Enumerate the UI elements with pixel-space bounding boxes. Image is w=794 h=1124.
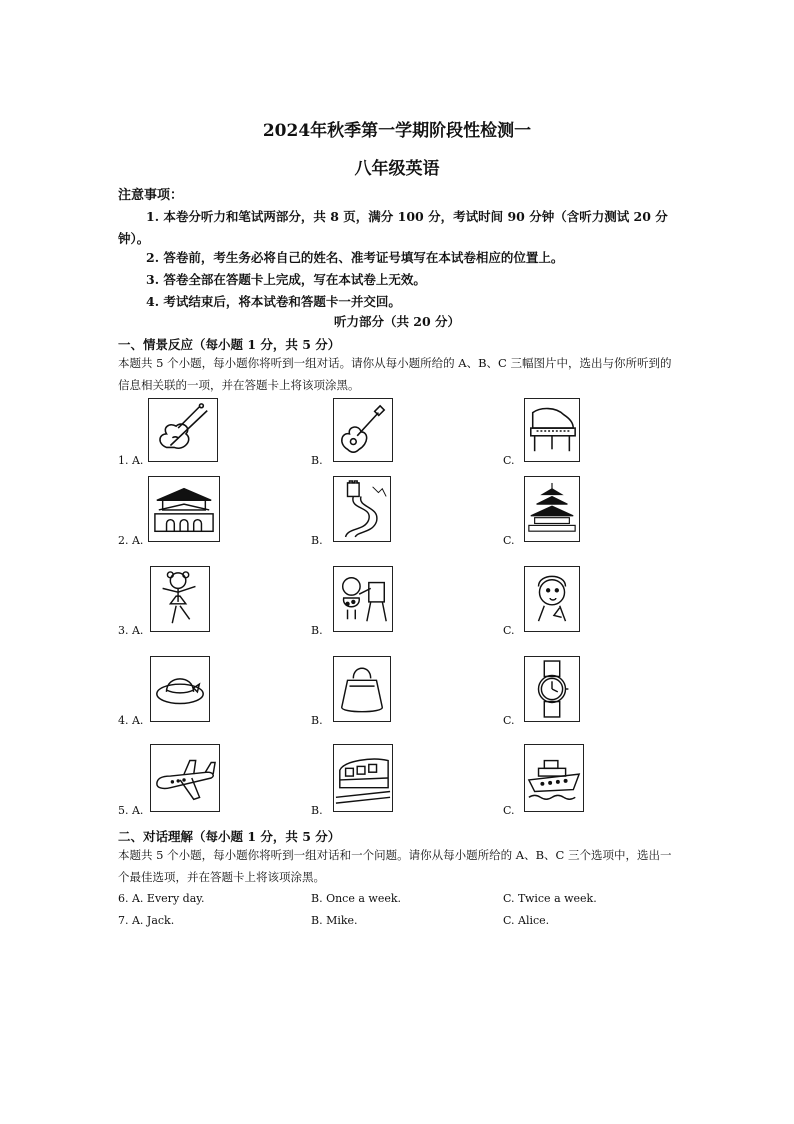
option-label: 3. A. [118, 624, 144, 637]
option-label: C. [503, 714, 515, 727]
plane-icon [150, 744, 220, 812]
option-label: 1. A. [118, 454, 144, 467]
option-label: B. [311, 534, 323, 547]
option-label: 5. A. [118, 804, 144, 817]
singing-child-icon [524, 566, 580, 632]
page-title: 2024年秋季第一学期阶段性检测一 [262, 121, 532, 141]
q7-option-b: B. Mike. [311, 914, 358, 927]
piano-icon [524, 398, 580, 462]
violin-icon [148, 398, 218, 462]
option-label: C. [503, 624, 515, 637]
watch-icon [524, 656, 580, 722]
option-label: C. [503, 534, 515, 547]
q6-option-a: 6. A. Every day. [118, 892, 205, 905]
section1-heading: 一、情景反应（每小题 1 分，共 5 分） [118, 337, 341, 352]
hat-icon [150, 656, 210, 722]
q6-option-c: C. Twice a week. [503, 892, 597, 905]
q7-option-a: 7. A. Jack. [118, 914, 175, 927]
temple-of-heaven-icon [524, 476, 580, 542]
q7-option-c: C. Alice. [503, 914, 550, 927]
dancing-girl-icon [150, 566, 210, 632]
notice-heading: 注意事项： [118, 188, 184, 203]
option-label: B. [311, 454, 323, 467]
notice-item: 3. 答卷全部在答题卡上完成，写在本试卷上无效。 [146, 272, 426, 287]
option-label: C. [503, 454, 515, 467]
q6-option-b: B. Once a week. [311, 892, 401, 905]
option-label: C. [503, 804, 515, 817]
notice-item: 4. 考试结束后，将本试卷和答题卡一并交回。 [146, 294, 401, 309]
notice-item: 2. 答卷前，考生务必将自己的姓名、准考证号填写在本试卷相应的位置上。 [146, 250, 564, 265]
listening-part-heading: 听力部分（共 20 分） [333, 314, 461, 329]
section2-instruction: 本题共 5 个小题，每小题你将听到一组对话和一个问题。请你从每小题所给的 A、B、C 三个选项中，选出一个最佳选项，并在答题卡上将该项涂黑。 [118, 848, 672, 884]
page-subtitle: 八年级英语 [354, 159, 440, 179]
great-wall-icon [333, 476, 391, 542]
option-label: 2. A. [118, 534, 144, 547]
section1-instruction: 本题共 5 个小题，每小题你将听到一组对话。请你从每小题所给的 A、B、C 三幅图片中，选出与你所听到的信息相关联的一项，并在答题卡上将该项涂黑。 [118, 356, 672, 392]
option-label: B. [311, 624, 323, 637]
tiananmen-icon [148, 476, 220, 542]
section2-heading: 二、对话理解（每小题 1 分，共 5 分） [118, 829, 341, 844]
notice-item: 1. 本卷分听力和笔试两部分，共 8 页，满分 100 分，考试时间 90 分钟（含听力测试 20 分钟）。 [118, 209, 668, 246]
option-label: B. [311, 714, 323, 727]
ship-icon [524, 744, 584, 812]
handbag-icon [333, 656, 391, 722]
guitar-icon [333, 398, 393, 462]
option-label: 4. A. [118, 714, 144, 727]
option-label: B. [311, 804, 323, 817]
train-icon [333, 744, 393, 812]
painting-child-icon [333, 566, 393, 632]
